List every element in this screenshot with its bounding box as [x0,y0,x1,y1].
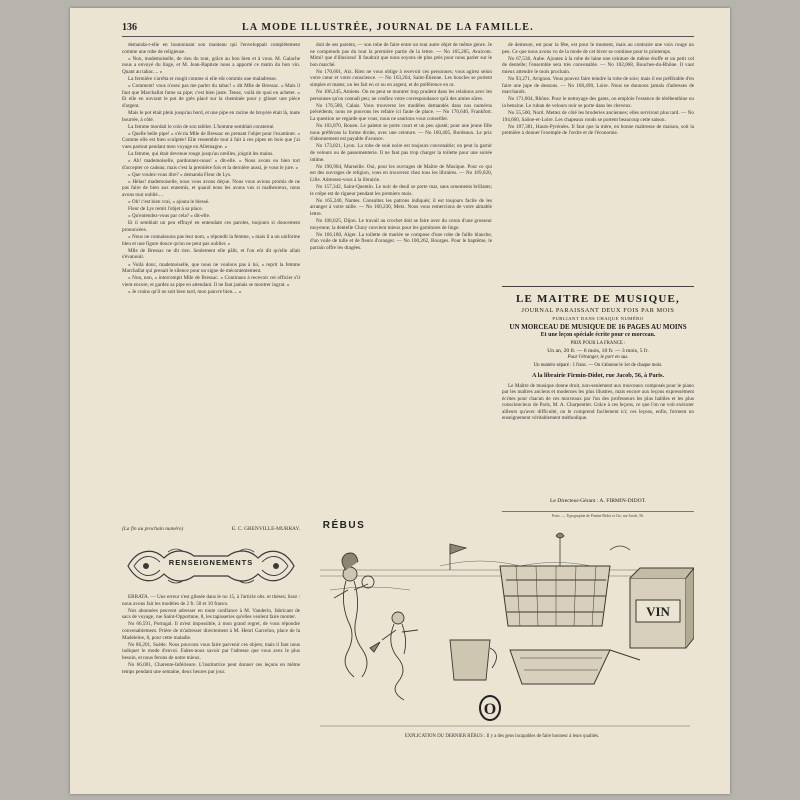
continuation-note: (La fin au prochain numéro) [122,526,184,532]
right-paragraph: No 171,004, Rhône. Pour le nettoyage des gants, on emploie l'essence de térébenthine ou la benzine. Le ruban de velours noir se porte dans les cheveux. [502,96,694,109]
ad-price-line: Un an, 20 fr. — 6 mois, 10 fr. — 3 mois, 5 fr. [547,348,649,354]
story-paragraph: « Je crains qu'il ne soit bien tard, mon pauvre bien.... » [128,288,242,295]
middle-paragraph: No 106,245, Amiens. On ne peut se montrer trop prudent dans les relations avec les personnes qu'on connaît peu; ne confiez votre correspondance qu'à des amies sûres. [310,89,492,102]
story-paragraph: « Non, non, » interrompit Mlle de Bressac. « Continuez à recevoir cet officier s'il vient encore, et gardez sa pipe en attendant. Il ne faut jamais se montrer ingrat. » [122,275,300,288]
renseignement-paragraph: No 66,001, Charente-Inférieure. L'institutrice peut donner ces leçons en même temps pendant une semaine, deux heures par jour. [122,661,300,675]
ad-publication-note: PUBLIANT DANS CHAQUE NUMÉRO [552,316,644,321]
author-signature: E. C. GRENVILLE-MURRAY. [231,526,300,532]
story-paragraph: La femme, qui était devenue rouge jusqu'au oreilles, joignit les mains. [128,151,274,157]
renseignement-paragraph: ERRATA. — Une erreur s'est glissée dans le no 15, à l'article obs. et thèses; lisez : nous avons fait les modèles de 2 fr. 50 et 10 francs. [122,594,300,607]
story-paragraph: Mais le pot était plein jusqu'au bord, et une pipe en racine de bruyère était là, toute bourrée, à côté. [122,109,300,123]
tub-icon [500,566,610,626]
ad-subtitle: JOURNAL PARAISSANT DEUX FOIS PAR MOIS [521,307,675,314]
renseignement-paragraph: No 86,201, Suède. Nous pouvons vous faire parvenir ces objets; mais il faut nous indiquer le mode d'envoi. Faites-nous savoir par l'adresse que vous avez le plus besoin, et nous ferons de notre mieux. [122,641,300,661]
story-paragraph: La femme mordait le coin de son tablier. L'homme semblait consterné. [128,123,275,130]
story-paragraph: La fermière s'arrêta et rougit comme si elle eût commis une maladresse. [128,75,278,82]
rebus-letter: O [483,701,497,718]
rebus-illustration [310,530,694,730]
right-paragraph: No 67,536, Aube. Ajoutez à la robe de laine une ceinture de même étoffe et un petit col de dentelle; l'ensemble sera très convenable. — No 102,068, Bouches-du-Rhône. Il vaut mieux attendre le mois prochain. [502,55,694,75]
mermaid-figure-icon [334,553,374,677]
middle-paragraph: No 166,180, Alger. La toilette de mariée se compose d'une robe de faille blanche, d'un voile de tulle et de fleurs d'oranger. — No 100,262, Bourges. Pour le baptême, le parrain offre les dragées. [310,231,492,251]
rebus-caption: EXPLICATION DU DERNIER RÉBUS : Il y a des gens incapables de faire honneur à leurs qualités. [404,734,600,739]
torch-figure-icon [556,533,630,570]
middle-paragraph: No 103,870, Rouen. Le paletot se porte court et un peu ajusté; pour une jeune fille nous préférons la forme droite, avec une ceinture. — No 160,405, Bordeaux. Le prix d'abonnement est payable d'avance. [310,123,492,143]
middle-paragraph: No 190,904, Marseille. Oui, pour les ouvrages de Maître de Musique. Pour ce qui est des ouvrages de religion, vous en trouverez chez tous les libraires. — No 169,020, Lille. Adressez-vous à la librairie. [310,163,492,183]
story-paragraph: « Qu'entendez-vous par cela? » dit-elle. [128,213,211,220]
middle-paragraph: No 108,025, Dijon. Le travail au crochet doit se faire avec du coton d'une grosseur moyenne; la dentelle Cluny convient mieux pour les garnitures de linge. [310,217,492,231]
story-paragraph: Mlle de Bressac ne dit rien. Seulement elle pâlit, et l'on eût dit qu'elle allait s'évanouir. [122,247,300,261]
middle-paragraph: No 173,021, Lyon. La robe de soie noire est toujours convenable; on peut la garnir de velours ou de passementerie. Il ne faut pas trop charger la toilette pour une soirée intime. [310,143,492,163]
story-column [122,42,300,527]
story-paragraph: « Ah! mademoiselle, pardonnez-nous! » dit-elle. « Nous avons eu bien tort d'accepter ce cadeau; mais c'est la première fois et la dernière aussi, je vous le jure. » [122,158,300,171]
story-paragraph: « Voilà donc, mademoiselle, que nous ne voulons pas à lui, » reprit la femme Marchallat qui prenait le silence pour un signe de mécontentement. [122,261,300,275]
page-header [122,22,694,37]
right-paragraph: No 55,500, Nord. Mettez de côté les broderies anciennes; elles serviront plus tard. — No 194,660, Saône-et-Loire. Les chapeaux ronds se portent beaucoup cette saison. [502,109,694,123]
ad-description: Le Maître de musique donne droit, non-seulement aux morceaux composés pour le piano par les maîtres anciens et modernes les plus illustres, mais encore aux leçons expressément écrites pour chacun de ces morceaux par l'un des professeurs les plus habiles et les plus consciencieux de Paris, M. A. Charpentier. Grâce à ces leçons, ce que l'on ne voit exécuter ailleurs qu'avec difficulté, on le comprend facilement ici; ces leçons, enfin, forment un enseignement véritablement méthodique. [502,383,694,422]
journal-page [70,8,730,794]
ad-sample-line: Un numéro séparé : 1 franc. — On s'abonne le 1er de chaque mois. [533,363,663,368]
middle-paragraph: No 165,240, Nantes. Consultez les patrons indiqués; il est toujours facile de les arranger à votre taille. — No 160,230, Metz. Nous vous remercions de votre aimable lettre. [310,197,492,217]
wheelbarrow-icon [510,650,640,684]
renseignement-paragraph: Nos abonnées peuvent adresser en toute confiance à M. Vanderin, fabricant de sacs de voyage, rue Saint-Opportune, 8, les tapisseries qu'elles veulent faire monter. [122,607,300,621]
story-paragraph: « Nous ne connaissons pas leur nom, » répondit la femme, « mais il a un uniforme bleu et une figure douce qu'on ne peut pas oublier. » [122,234,300,247]
renseignements-column [122,594,300,786]
page-number: 136 [122,22,137,33]
pitcher-icon [450,640,497,680]
story-paragraph: Fleur de Lys remit l'objet à sa place. [128,206,203,213]
story-paragraph: « Non, mademoiselle, de rien du tout, grâce au bon bien et à vous. M. Galache nous a envoyé du linge, et M. Jean-Baptiste nous a apporté ce matin du bon vin. Quant au tabac.... » [122,55,300,75]
ad-foreign-line: Pour l'étranger, le port en sus. [567,355,629,360]
renseignements-title: RENSEIGNEMENTS [168,558,254,567]
story-paragraph: « Hélas! mademoiselle, nous vous avons déçue. Nous vous avions promis de ne pas faire de bien aux ennemis, et quand nous les avons vus si malheureux, nous avons tout oublié.... [122,178,300,199]
journal-title: LA MODE ILLUSTRÉE, JOURNAL DE LA FAMILLE. [242,22,534,33]
right-column [502,42,694,277]
middle-column [310,42,492,457]
ad-address: A la librairie Firmin-Didot, rue Jacob, 56, à Paris. [532,372,664,379]
renseignements-ornament [124,544,298,588]
story-paragraph: demanda-t-elle en boutonnant son manteau qui l'enveloppait complétement comme une robe de religieuse. [122,42,300,55]
story-paragraph: Et il semblait un peu effrayé en entendant ces paroles, toujours si doucement prononcées. [122,220,300,234]
middle-paragraph: No 170,601, Aix. Rien ne vous oblige à recevoir ces personnes; vous agirez selon votre cœur et votre conscience. — No 163,204, Saint-Étienne. Les boucles se portent simples et mates; on les fait en or ou en argent, et de préférence en or. [310,68,492,89]
music-journal-advertisement [502,286,694,486]
ad-headline: UN MORCEAU DE MUSIQUE DE 16 PAGES AU MOINS [509,323,687,331]
ad-lesson-line: Et une leçon spéciale écrite pour ce morceau. [540,332,656,338]
story-paragraph: « Que voulez-vous dire? » demanda Fleur de Lys. [128,171,232,178]
ad-price-heading: PRIX POUR LA FRANCE : [570,341,626,346]
right-paragraph: de demeure, est pour la fête, est pour le moment, mais au contraire une voix rouge un peu. Ce que nous avons vu de la mode de cet hiver se continue pour le printemps. [502,42,694,55]
right-paragraph: No 107,381, Hauts-Pyrénées. Il faut que la mère, en bonne maîtresse de maison, soit la première à donner l'exemple de l'ordre et de l'économie. [502,123,694,137]
story-signoff [122,526,300,532]
crate-label: VIN [646,604,670,619]
rebus-title: RÉBUS [322,520,366,531]
right-paragraph: No 93,271, Avignon. Vous pouvez faire teindre la robe de soie; mais il est préférable d'en faire une jupe de dessous. — No 168,490, Loire. Nous ne donnons jamais d'adresses de marchands. [502,75,694,96]
mermaid-figure-icon [370,612,418,700]
renseignement-paragraph: No 66,591, Portugal. Il m'est impossible, à mon grand regret, de vous répondre convenablement. Prière de m'adresser directement à M. Henri Garcelon, place de la Madeleine, 8, pour cette maladie. [122,621,300,641]
ad-title: LE MAITRE DE MUSIQUE, [516,293,680,305]
printer-line: Paris. — Typographie de Firmin-Didot et Cie, rue Jacob, 56. [502,511,694,518]
story-paragraph: « Oh! c'est bien vrai, » ajouta le blessé. [128,199,210,206]
middle-paragraph: No 176,580, Calais. Vous trouverez les modèles demandés dans nos numéros précédents; nous ne pouvons les refaire ici faute de place. — No 170,640, Frankfort. La question ne regarde que vous; nous ne saurions vous conseiller. [310,102,492,123]
flag-icon [450,544,466,570]
middle-paragraph: doit de ses parents, — son robe de faire entre un tout autre objet de même genre. Je ne comprends pas du tout la première partie de la lettre. — No 165,205, Avaicom. Mimi! que d'illusions! Il faudrait que nous soyons de plus près pour nous parler sur le bon marché. [310,42,492,68]
story-paragraph: « Quelle belle pipe! » s'écria Mlle de Bressac en prenant l'objet pour l'examiner. « Comme elle est bien sculptée! Elle ressemble tout à fait à ces pipes en bois que j'ai vues partout pendant mon voyage en Allemagne. » [122,130,300,150]
middle-paragraph: No 157,342, Saint-Quentin. Le noir de deuil se porte mat, sans ornements brillants; le crêpe est de rigueur pendant les premiers mois. [310,183,492,197]
story-paragraph: « Comment! vous n'osez pas me parler du tabac! » dit Mlle de Bressac. « Mais il faut que Marchallat fume sa pipe; c'est bien juste. Tenez, voilà de quoi en acheter. » Et elle en ouvrant le pot de grès placé sur la cheminée pour y glisser une pièce d'argent. [122,83,300,109]
director-line: Le Directeur-Gérant : A. FIRMIN-DIDOT. [549,498,647,504]
